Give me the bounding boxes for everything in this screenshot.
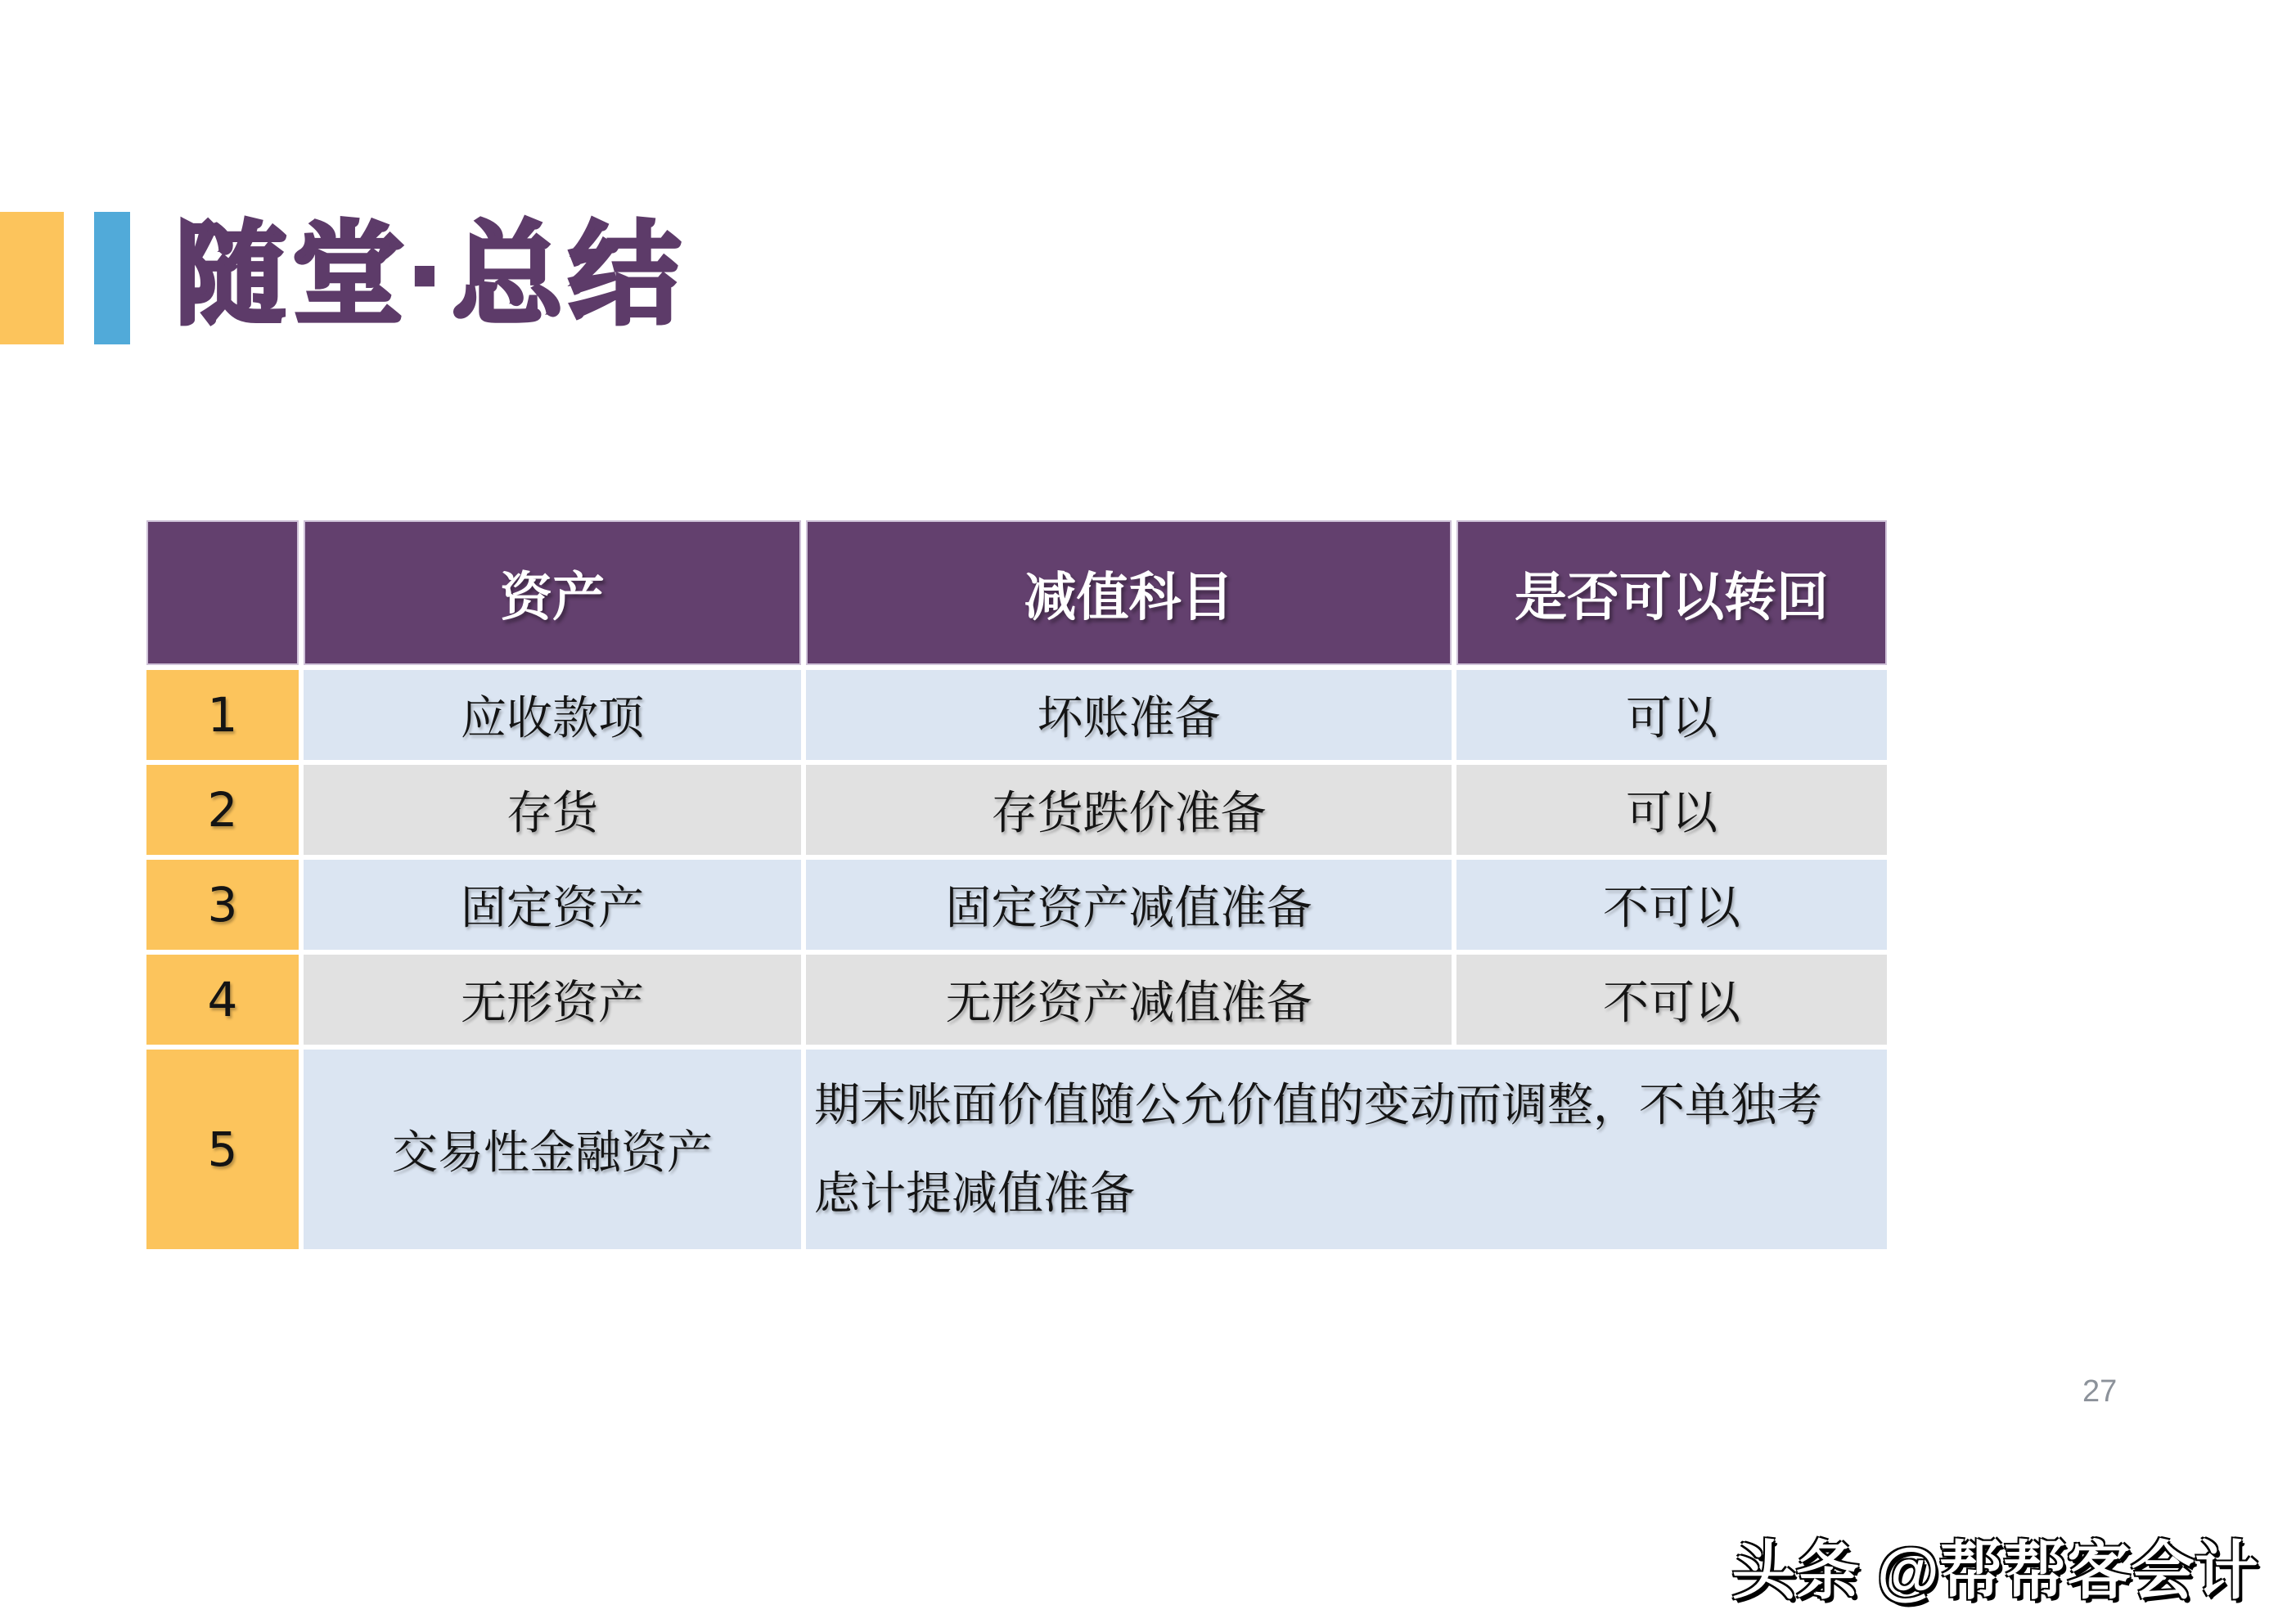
header-cell-blank (146, 520, 299, 665)
impairment-cell: 坏账准备 (806, 670, 1452, 760)
reversible-cell: 可以 (1456, 670, 1887, 760)
header-cell-asset: 资产 (304, 520, 801, 665)
row-number-cell: 1 (146, 670, 299, 760)
asset-cell: 交易性金融资产 (304, 1050, 801, 1249)
reversible-cell: 不可以 (1456, 955, 1887, 1045)
title-accent-bar-blue (94, 212, 130, 344)
impairment-cell: 无形资产减值准备 (806, 955, 1452, 1045)
asset-cell: 应收款项 (304, 670, 801, 760)
merged-note-cell: 期末账面价值随公允价值的变动而调整，不单独考虑计提减值准备 (806, 1050, 1887, 1249)
asset-cell: 固定资产 (304, 860, 801, 950)
row-number-cell: 2 (146, 765, 299, 855)
row-number-cell: 5 (146, 1050, 299, 1249)
page-number: 27 (2082, 1374, 2118, 1409)
watermark-toutiao: 头条 @帮帮客会计 (1731, 1535, 2258, 1607)
reversible-cell: 可以 (1456, 765, 1887, 855)
title-accent-bar-yellow (0, 212, 64, 344)
header-cell-impairment: 减值科目 (806, 520, 1452, 665)
row-number-cell: 3 (146, 860, 299, 950)
header-cell-reversible: 是否可以转回 (1456, 520, 1887, 665)
asset-cell: 无形资产 (304, 955, 801, 1045)
impairment-cell: 固定资产减值准备 (806, 860, 1452, 950)
impairment-cell: 存货跌价准备 (806, 765, 1452, 855)
impairment-summary-table (146, 520, 1889, 1249)
reversible-cell: 不可以 (1456, 860, 1887, 950)
asset-cell: 存货 (304, 765, 801, 855)
slide-title: 随堂·总结 (175, 213, 687, 337)
row-number-cell: 4 (146, 955, 299, 1045)
